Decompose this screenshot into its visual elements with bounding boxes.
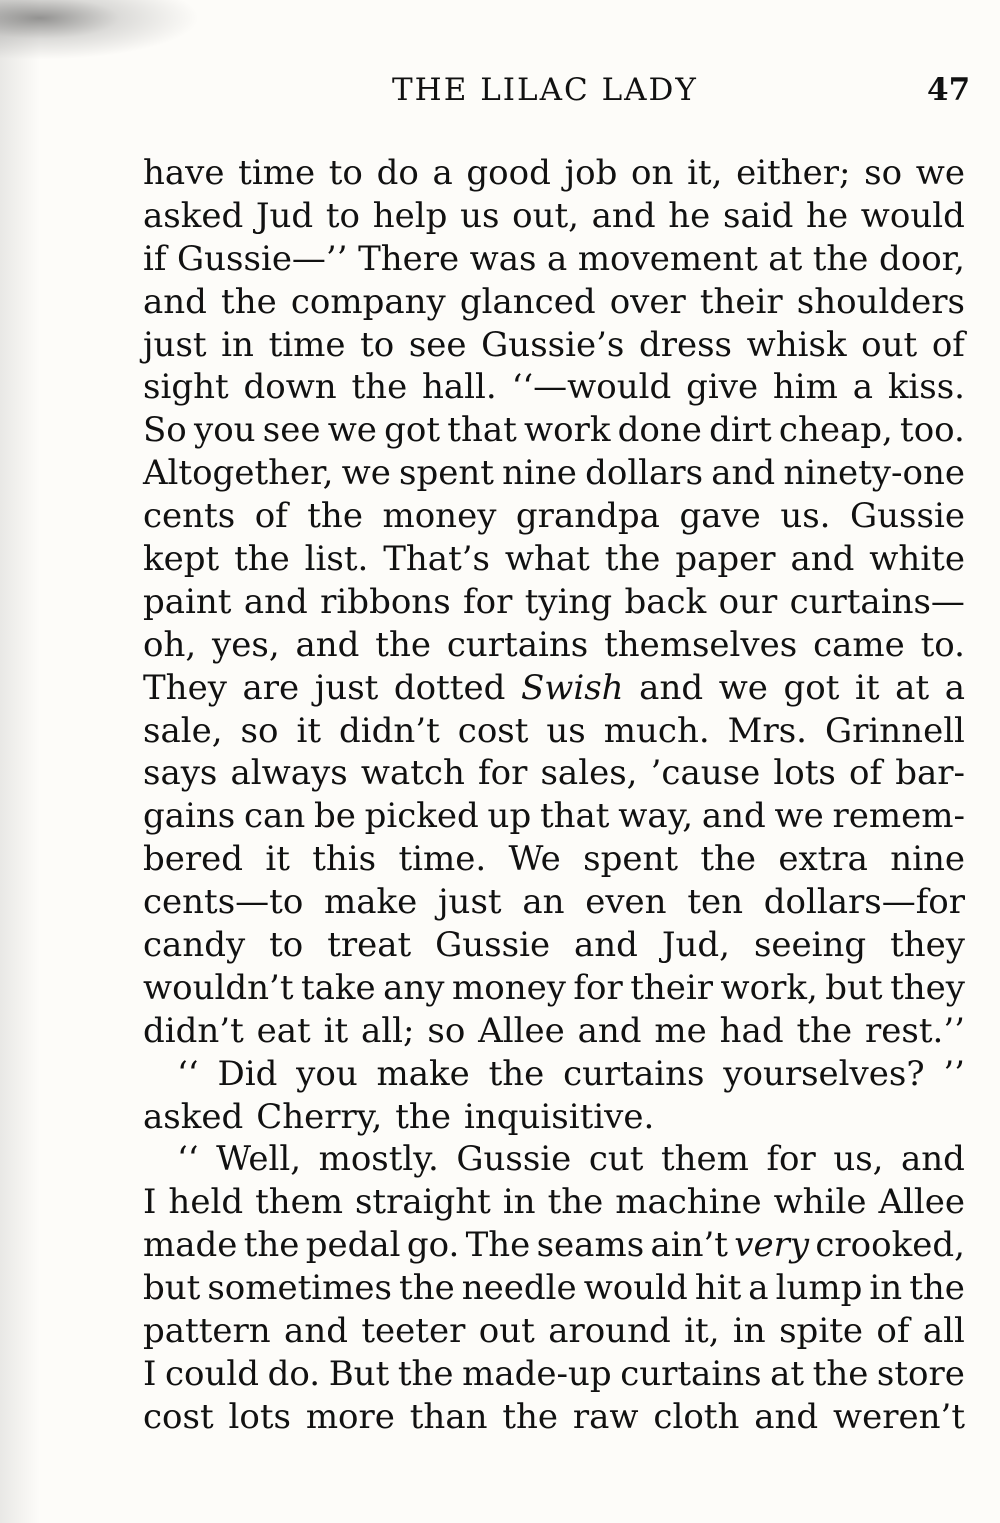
text-line: bered it this time. We spent the extra nine xyxy=(143,839,965,880)
text-line: made the pedal go. The seams ain’t very crooked, xyxy=(143,1225,965,1266)
text-line: cents—to make just an even ten dollars—for xyxy=(143,882,965,923)
text-line: ‘‘ Well, mostly. Gussie cut them for us, and xyxy=(177,1139,965,1180)
text-line: if Gussie—’’ There was a movement at the door, xyxy=(143,238,965,279)
text-line: cost lots more than the raw cloth and weren’t xyxy=(143,1396,965,1437)
text-line: I could do. But the made-up curtains at the store xyxy=(143,1353,965,1394)
text-line: paint and ribbons for tying back our curtains— xyxy=(143,581,965,622)
scan-shadow-edge xyxy=(0,0,40,1523)
text-line: I held them straight in the machine while Allee xyxy=(143,1182,965,1223)
text-line: just in time to see Gussie’s dress whisk out of xyxy=(143,324,965,365)
text-line: says always watch for sales, ’cause lots of bar- xyxy=(143,753,965,794)
text-line: cents of the money grandpa gave us. Gussie xyxy=(143,496,965,537)
text-line: sight down the hall. ‘‘—would give him a kiss. xyxy=(143,367,965,408)
running-header xyxy=(0,72,1000,116)
text-line: So you see we got that work done dirt cheap, too. xyxy=(143,410,965,451)
text-line: Altogether, we spent nine dollars and ninety-one xyxy=(143,453,965,494)
text-line: have time to do a good job on it, either; so we xyxy=(143,153,965,193)
running-title: THE LILAC LADY xyxy=(392,72,698,108)
text-line: candy to treat Gussie and Jud, seeing they xyxy=(143,925,965,966)
text-line: They are just dotted Swish and we got it at a xyxy=(143,667,965,708)
text-line: didn’t eat it all; so Allee and me had the rest.’’ xyxy=(143,1010,965,1051)
text-line: but sometimes the needle would hit a lump in the xyxy=(143,1268,965,1309)
scan-smudge xyxy=(0,0,200,60)
text-line: asked Jud to help us out, and he said he would xyxy=(143,195,965,236)
text-line: oh, yes, and the curtains themselves came to. xyxy=(143,624,965,665)
page-number: 47 xyxy=(927,72,971,108)
body-text xyxy=(143,152,965,1439)
text-line: pattern and teeter out around it, in spite of all xyxy=(143,1311,965,1352)
text-line: and the company glanced over their shoulders xyxy=(143,281,965,322)
text-line: ‘‘ Did you make the curtains yourselves? ’’ xyxy=(177,1053,965,1094)
text-line: asked Cherry, the inquisitive. xyxy=(143,1096,655,1137)
text-line: gains can be picked up that way, and we remem- xyxy=(143,796,965,837)
text-line: kept the list. That’s what the paper and white xyxy=(143,539,965,580)
text-line: wouldn’t take any money for their work, but they xyxy=(143,967,965,1008)
text-line: sale, so it didn’t cost us much. Mrs. Grinnell xyxy=(143,710,965,751)
